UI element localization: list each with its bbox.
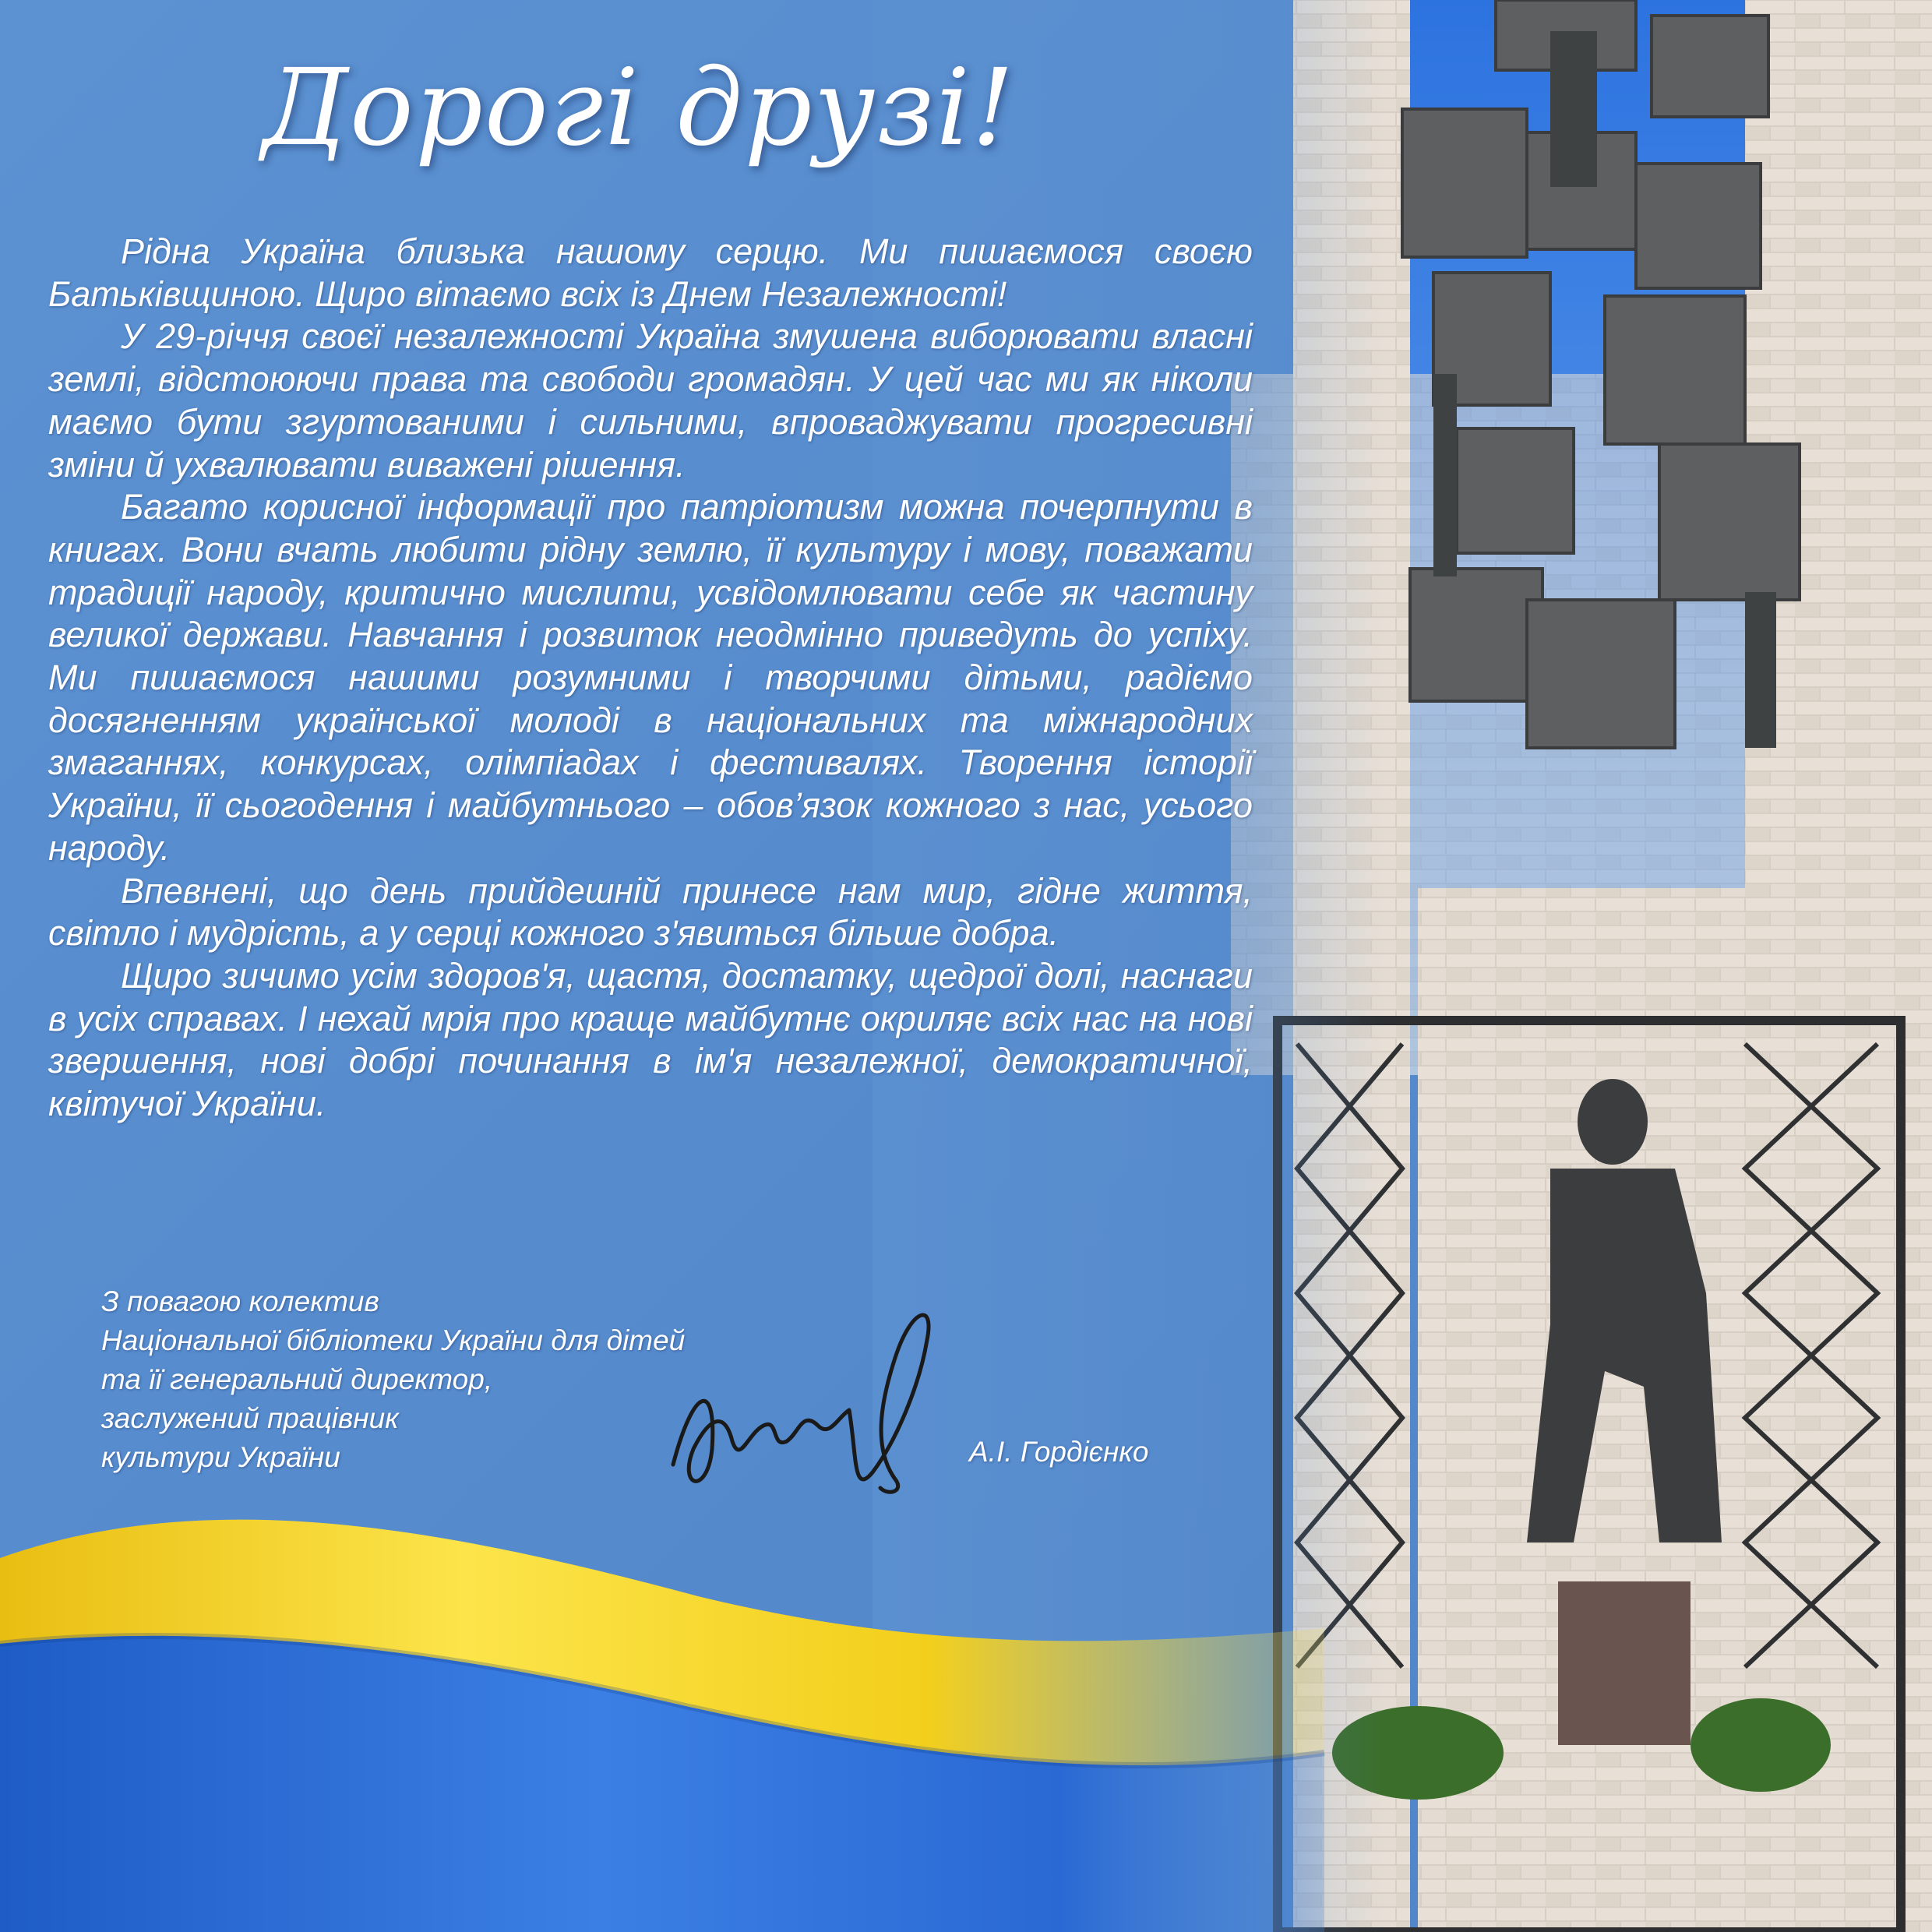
letter-paragraph: Впевнені, що день прийдешній принесе нам мир, гідне життя, світло і мудрість, а у серці кожного з'явиться більше добра. (48, 870, 1253, 954)
letter-paragraph: Багато корисної інформації про патріотизм можна почерпнути в книгах. Вони вчать любити рідну землю, її культуру і мову, поважати традиції народу, критично мислити, усвідомлювати себе як частину великої держави. Навчання і розвиток неодмінно приведуть до успіху. Ми пишаємося нашими розумними і творчими дітьми, радіємо досягненням української молоді в національних та міжнародних змаганнях, конкурсах, олімпіадах і фестивалях. Творення історії України, її сьогодення і майбутнього – обов’язок кожного з нас, усього народу. (48, 487, 1253, 868)
signoff-line: заслужений працівник (101, 1402, 399, 1434)
letter-paragraph: Рідна Україна близька нашому серцю. Ми пишаємося своєю Батьківщиною. Щиро вітаємо всіх із Днем Незалежності! (48, 231, 1253, 314)
signoff-line: та її генеральний директор, (101, 1363, 493, 1395)
signoff-line: культури України (101, 1441, 340, 1473)
signer-name: А.І. Гордієнко (969, 1436, 1149, 1468)
signoff-line: Національної бібліотеки України для дітей (101, 1324, 686, 1356)
letter-paragraph: Щиро зичимо усім здоров'я, щастя, достатку, щедрої долі, наснаги в усіх справах. І нехай мрія про краще майбутнє окриляє всіх нас на нові звершення, нові добрі починання в ім'я незалежної, демократичної, квітучої України. (48, 955, 1253, 1124)
letter-paragraph: У 29-річчя своєї незалежності Україна змушена виборювати власні землі, відстоюючи права та свободи громадян. У цей час ми як ніколи маємо бути згуртованими і сильними, впроваджувати прогресивні зміни й ухвалювати виважені рішення. (48, 316, 1253, 485)
greeting-letter (48, 231, 1253, 1126)
signoff-line: З повагою колектив (101, 1285, 379, 1317)
handwritten-signature (662, 1293, 950, 1527)
greeting-title: Дорогі друзі! (262, 47, 1016, 170)
